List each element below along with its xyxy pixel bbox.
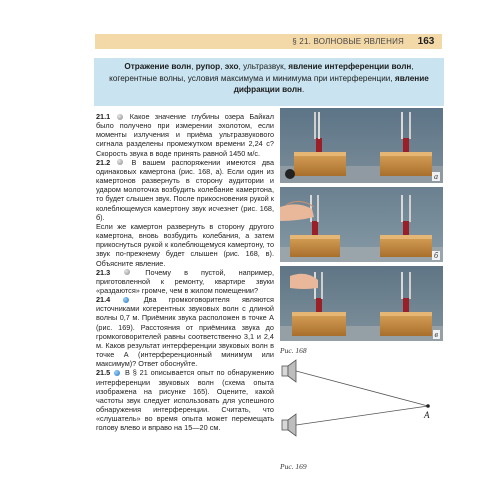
- problem-21-4: [96, 295, 274, 368]
- problem-21-5: [96, 368, 274, 432]
- photo-label: а: [434, 172, 438, 181]
- problem-number: 21.4: [96, 295, 111, 305]
- photo-168a: [280, 108, 443, 183]
- problem-number: 21.2: [96, 157, 111, 167]
- receiver-point: [426, 404, 430, 408]
- difficulty-bullet-icon: [124, 269, 130, 275]
- keyword-separator: .: [302, 85, 305, 94]
- problem-text: Два громкоговорителя являются источниками когерентных звуковых волн с длиной волны 0,7 м. Приёмник звука расположен в точке А (рис. 169). Расстояния от приёмника звука до громкоговорителей равны соответственно 3,1 и 2,4 м. Каков результат интерференции звуковых волн в точке А (интерференционный минимум или максимум)? Ответ обоснуйте.: [96, 295, 274, 369]
- page-number: 163: [410, 34, 442, 49]
- problem-21-2: [96, 158, 274, 222]
- path-line: [296, 406, 428, 425]
- path-line: [296, 371, 428, 406]
- difficulty-bullet-icon: [123, 297, 129, 303]
- keyword-separator: ,: [220, 62, 225, 71]
- keyword-text: , когерентные волны, условия максимума и минимума при интерференции,: [109, 62, 414, 83]
- keyword: явление интерференции волн: [288, 62, 412, 71]
- problem-text: В § 21 описывается опыт по обнаружению интерференции звуковых волн (схема опыта изображена на рисунке 165). Оцените, какой частоты звук следует использовать для успешного обнаружения интерференции. Считать, что «слушатель» во время опыта может перемещать голову влево и вправо на 15—20 см.: [96, 368, 274, 433]
- loudspeaker-icon: [282, 360, 296, 382]
- problem-text: Почему в пустой, например, приготовленной к ремонту, квартире звуки «раздаются» громче, чем в жилом помещении?: [96, 267, 274, 295]
- problem-text: Какое значение глубины озера Байкал было получено при измерении эхолотом, если моменты излучения и приёма ультразвукового сигнала разделены промежутком времени 2,24 с? Скорость звука в воде принять равной 1450 м/с.: [96, 112, 274, 158]
- loudspeaker-icon: [282, 414, 296, 436]
- problem-number: 21.5: [96, 368, 111, 378]
- hand-touching-fork-photo: [280, 187, 443, 262]
- difficulty-bullet-icon: [117, 159, 123, 165]
- difficulty-bullet-icon: [114, 370, 120, 376]
- keyword: эхо: [224, 62, 239, 71]
- keyword: Отражение волн: [124, 62, 192, 71]
- problems-column: [96, 112, 274, 432]
- problem-21-3: [96, 268, 274, 295]
- photo-168b: [280, 187, 443, 262]
- problem-21-2-continuation: [96, 222, 274, 268]
- photo-label: в: [434, 330, 438, 339]
- figure-169-caption: Рис. 169: [280, 462, 307, 471]
- keywords-box: [94, 58, 444, 106]
- running-header: [95, 34, 410, 49]
- section-title: § 21. ВОЛНОВЫЕ ЯВЛЕНИЯ: [292, 37, 404, 46]
- problem-number: 21.3: [96, 267, 111, 277]
- keyword-separator: ,: [191, 62, 196, 71]
- keyword-text: , ультразвук,: [238, 62, 289, 71]
- figure-169-diagram: [278, 356, 446, 452]
- tuning-forks-photo: [280, 108, 443, 183]
- photo-168c: [280, 266, 443, 341]
- facing-forks-photo: [280, 266, 443, 341]
- figure-168-caption: Рис. 168: [280, 346, 307, 355]
- keyword: рупор: [195, 62, 221, 71]
- problem-number: 21.1: [96, 112, 111, 121]
- problem-21-1: [96, 112, 274, 158]
- point-a-label: A: [424, 410, 430, 420]
- problem-text: Если же камертон развернуть в сторону другого камертона, вновь возбудить колебания, а затем прикоснуться рукой к колеблющемуся камертону, то звук по-прежнему будет слышен (рис. 168, в). Объясните явление.: [96, 221, 274, 268]
- photo-label: б: [433, 251, 438, 260]
- problem-text: В вашем распоряжении имеются два одинаковых камертона (рис. 168, а). Если один из камертонов развернуть в сторону аудитории и ударом молоточка возбудить колебание камертона, то будет слышен звук. После прикосновения рукой к колеблющемуся камертону звук исчезнет (рис. 168, б).: [96, 157, 275, 222]
- keyword: явление дифракции волн: [233, 73, 429, 94]
- difficulty-bullet-icon: [117, 114, 123, 120]
